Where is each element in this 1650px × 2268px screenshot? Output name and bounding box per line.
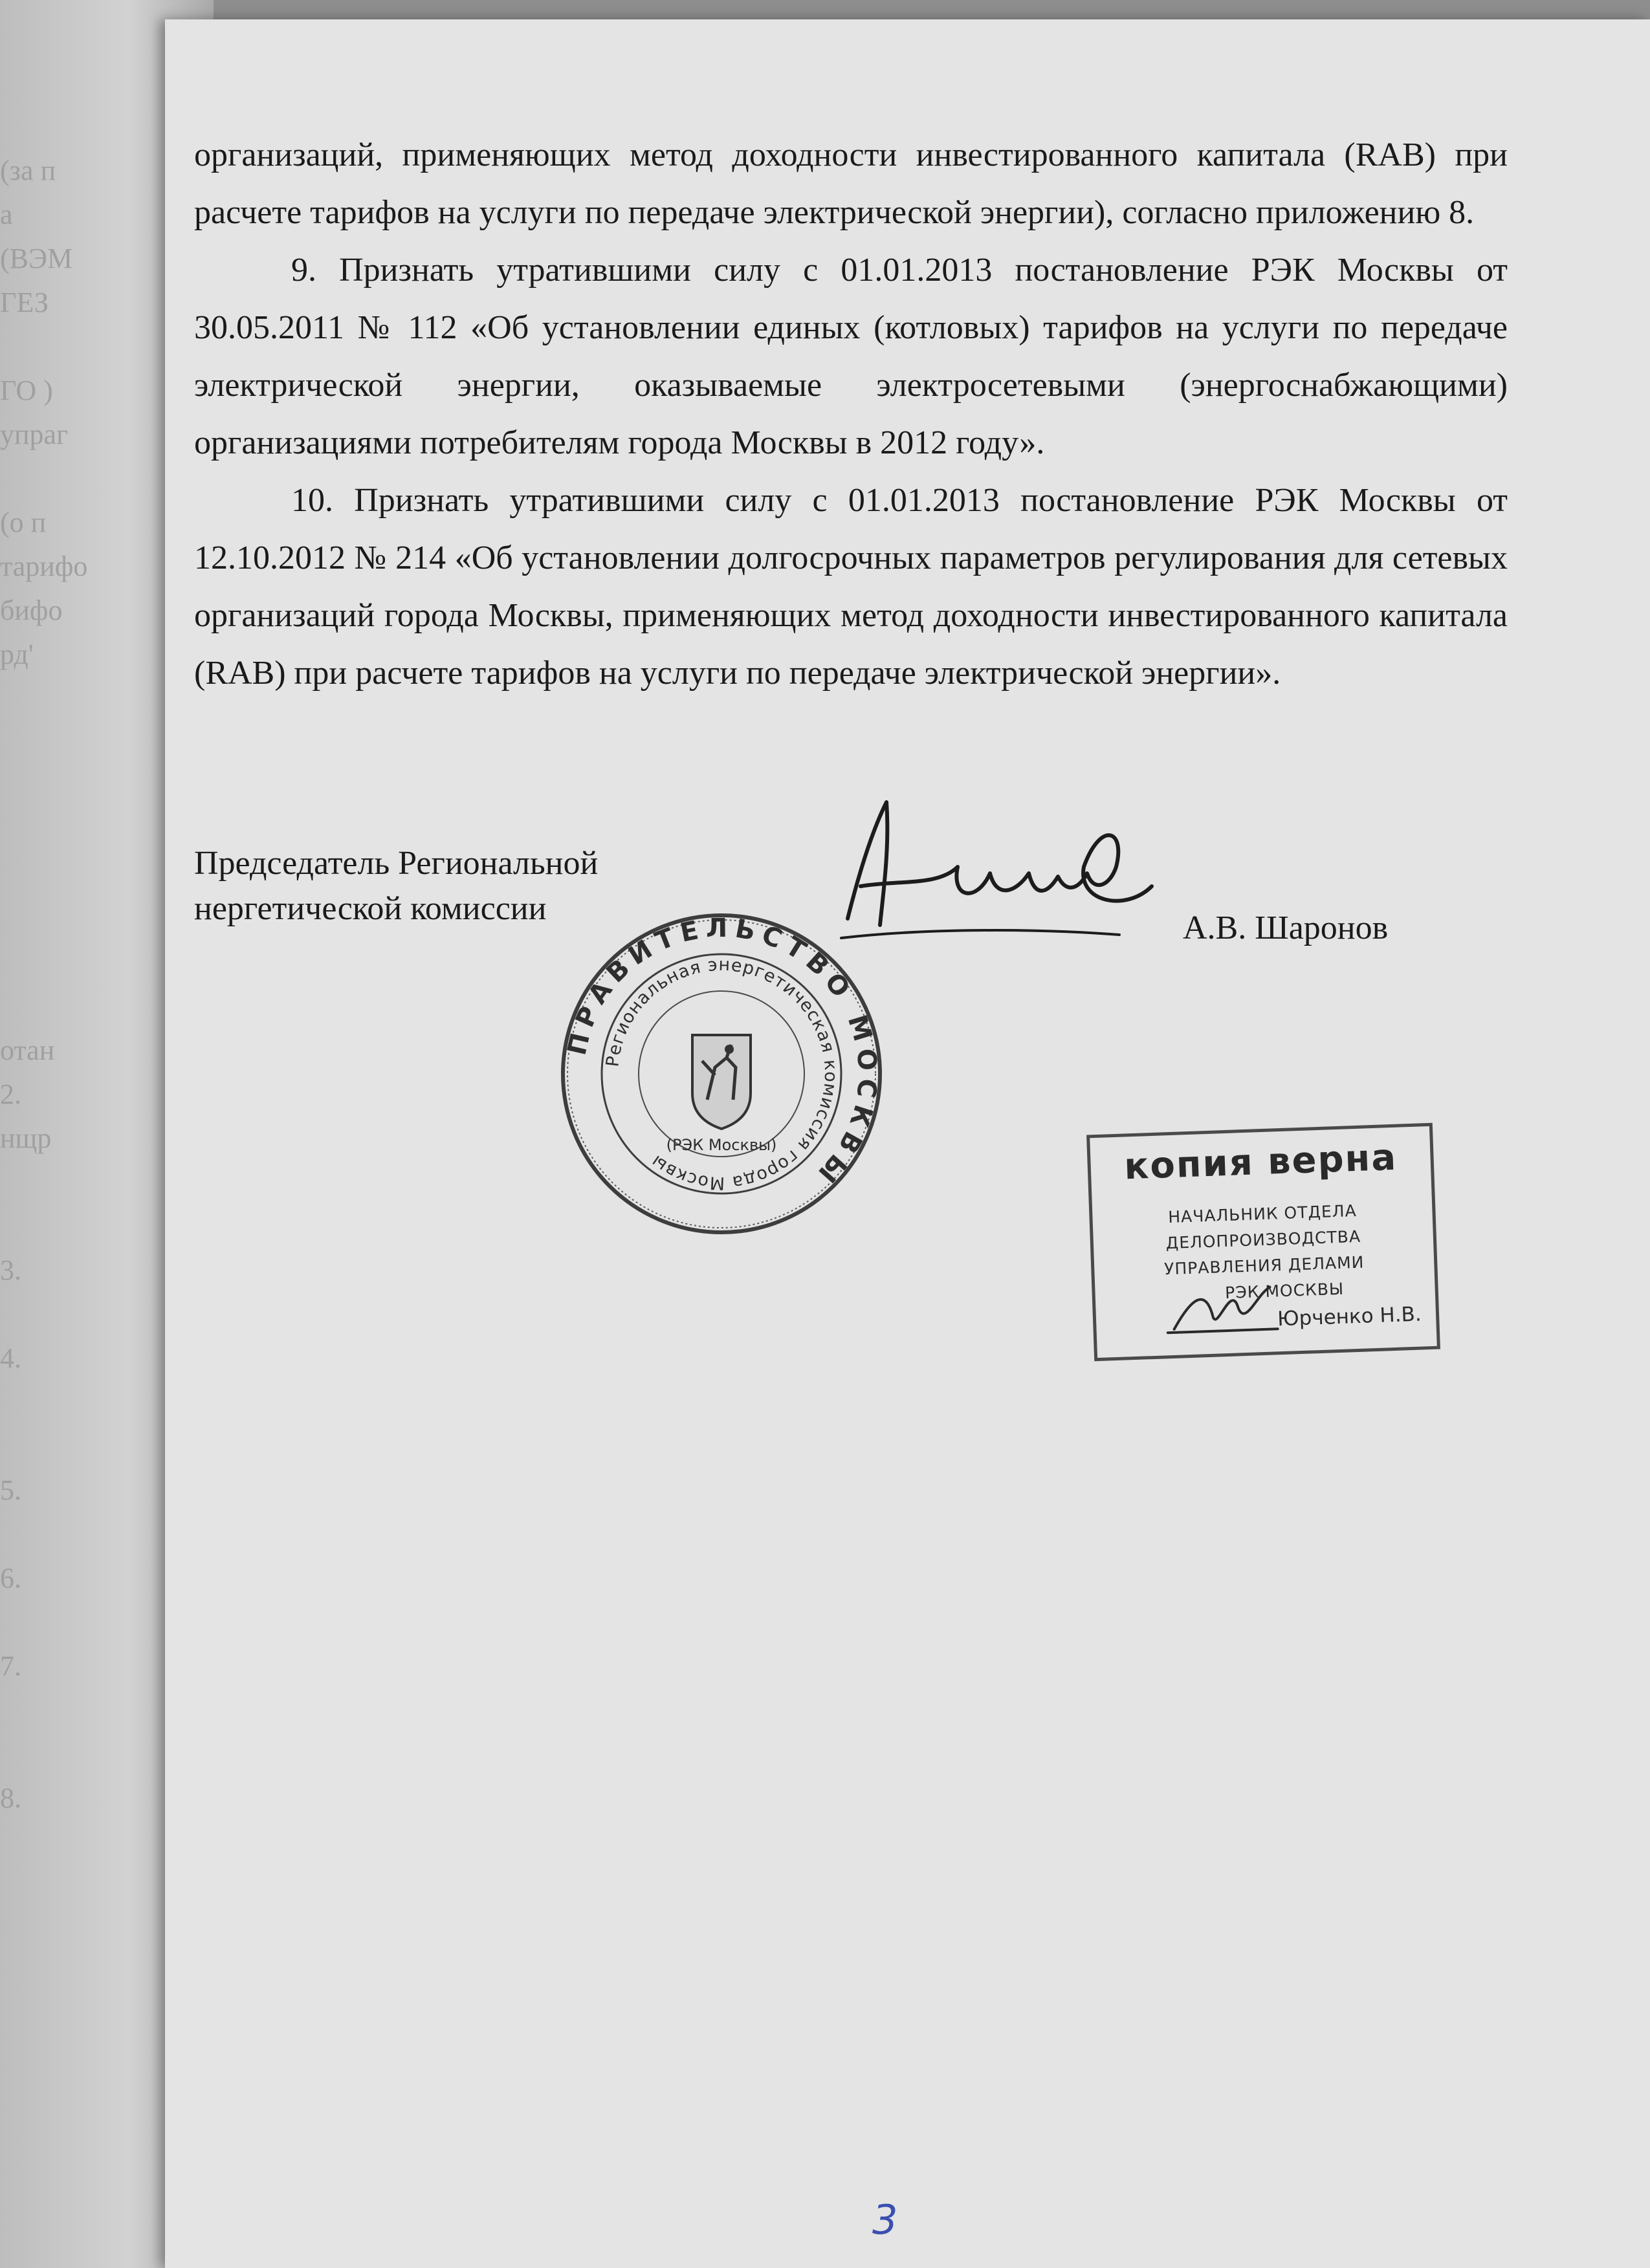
body-text <box>194 126 1508 702</box>
position-line-1: Председатель Региональной <box>194 845 599 882</box>
bleed-through-margin: (за п а (ВЭМ ГЕЗ ГО ) упраг (о п тарифо бифо рд' отан 2. нщр 3. 4. 5. 6. 7. 8. <box>0 155 88 1814</box>
stamp-name: Юрченко Н.В. <box>1277 1302 1422 1331</box>
paragraph-item-10: 10. Признать утратившими силу с 01.01.2013 постановление РЭК Москвы от 12.10.2012 № 214 «Об установлении долгосрочных параметров регулирования для сетевых организаций города Москвы, применяющих метод доходности инвестированного капитала (RAB) при расчете тарифов на услуги по передаче электрической энергии». <box>194 482 1508 692</box>
stamp-line-2: ДЕЛОПРОИЗВОДСТВА <box>1165 1227 1361 1253</box>
stamp-line-1: НАЧАЛЬНИК ОТДЕЛА <box>1167 1201 1358 1227</box>
paragraph-continuation: организаций, применяющих метод доходности инвестированного капитала (RAB) при расчете тарифов на услуги по передаче электрической энергии), согласно приложению 8. <box>194 136 1508 231</box>
page-number: 3 <box>872 2196 898 2243</box>
seal-outer-text: ПРАВИТЕЛЬСТВО МОСКВЫ <box>562 913 883 1194</box>
seal-inner-text: Региональная энергетическая комиссия города Москвы <box>602 954 841 1194</box>
handwritten-signature <box>822 789 1158 957</box>
signatory-position <box>194 841 598 932</box>
position-line-2: нергетической комиссии <box>194 890 547 927</box>
stamp-signature <box>1159 1267 1291 1343</box>
signer-name: А.В. Шаронов <box>1183 910 1389 946</box>
certified-copy-stamp <box>1086 1123 1440 1361</box>
stamp-line-3: УПРАВЛЕНИЯ ДЕЛАМИ <box>1163 1252 1365 1279</box>
moscow-coat-of-arms-icon <box>692 1035 751 1129</box>
stamp-line-4: РЭК МОСКВЫ <box>1224 1279 1345 1303</box>
seal-center-text: (РЭК Москвы) <box>666 1136 777 1154</box>
paragraph-item-9: 9. Признать утратившими силу с 01.01.2013 постановление РЭК Москвы от 30.05.2011 № 112 «Об установлении единых (котловых) тарифов на услуги по передаче электрической энергии, оказываемые электросетевыми (энергоснабжающими) организациями потребителям города Москвы в 2012 году». <box>194 252 1508 461</box>
stamp-title: копия верна <box>1123 1136 1398 1188</box>
